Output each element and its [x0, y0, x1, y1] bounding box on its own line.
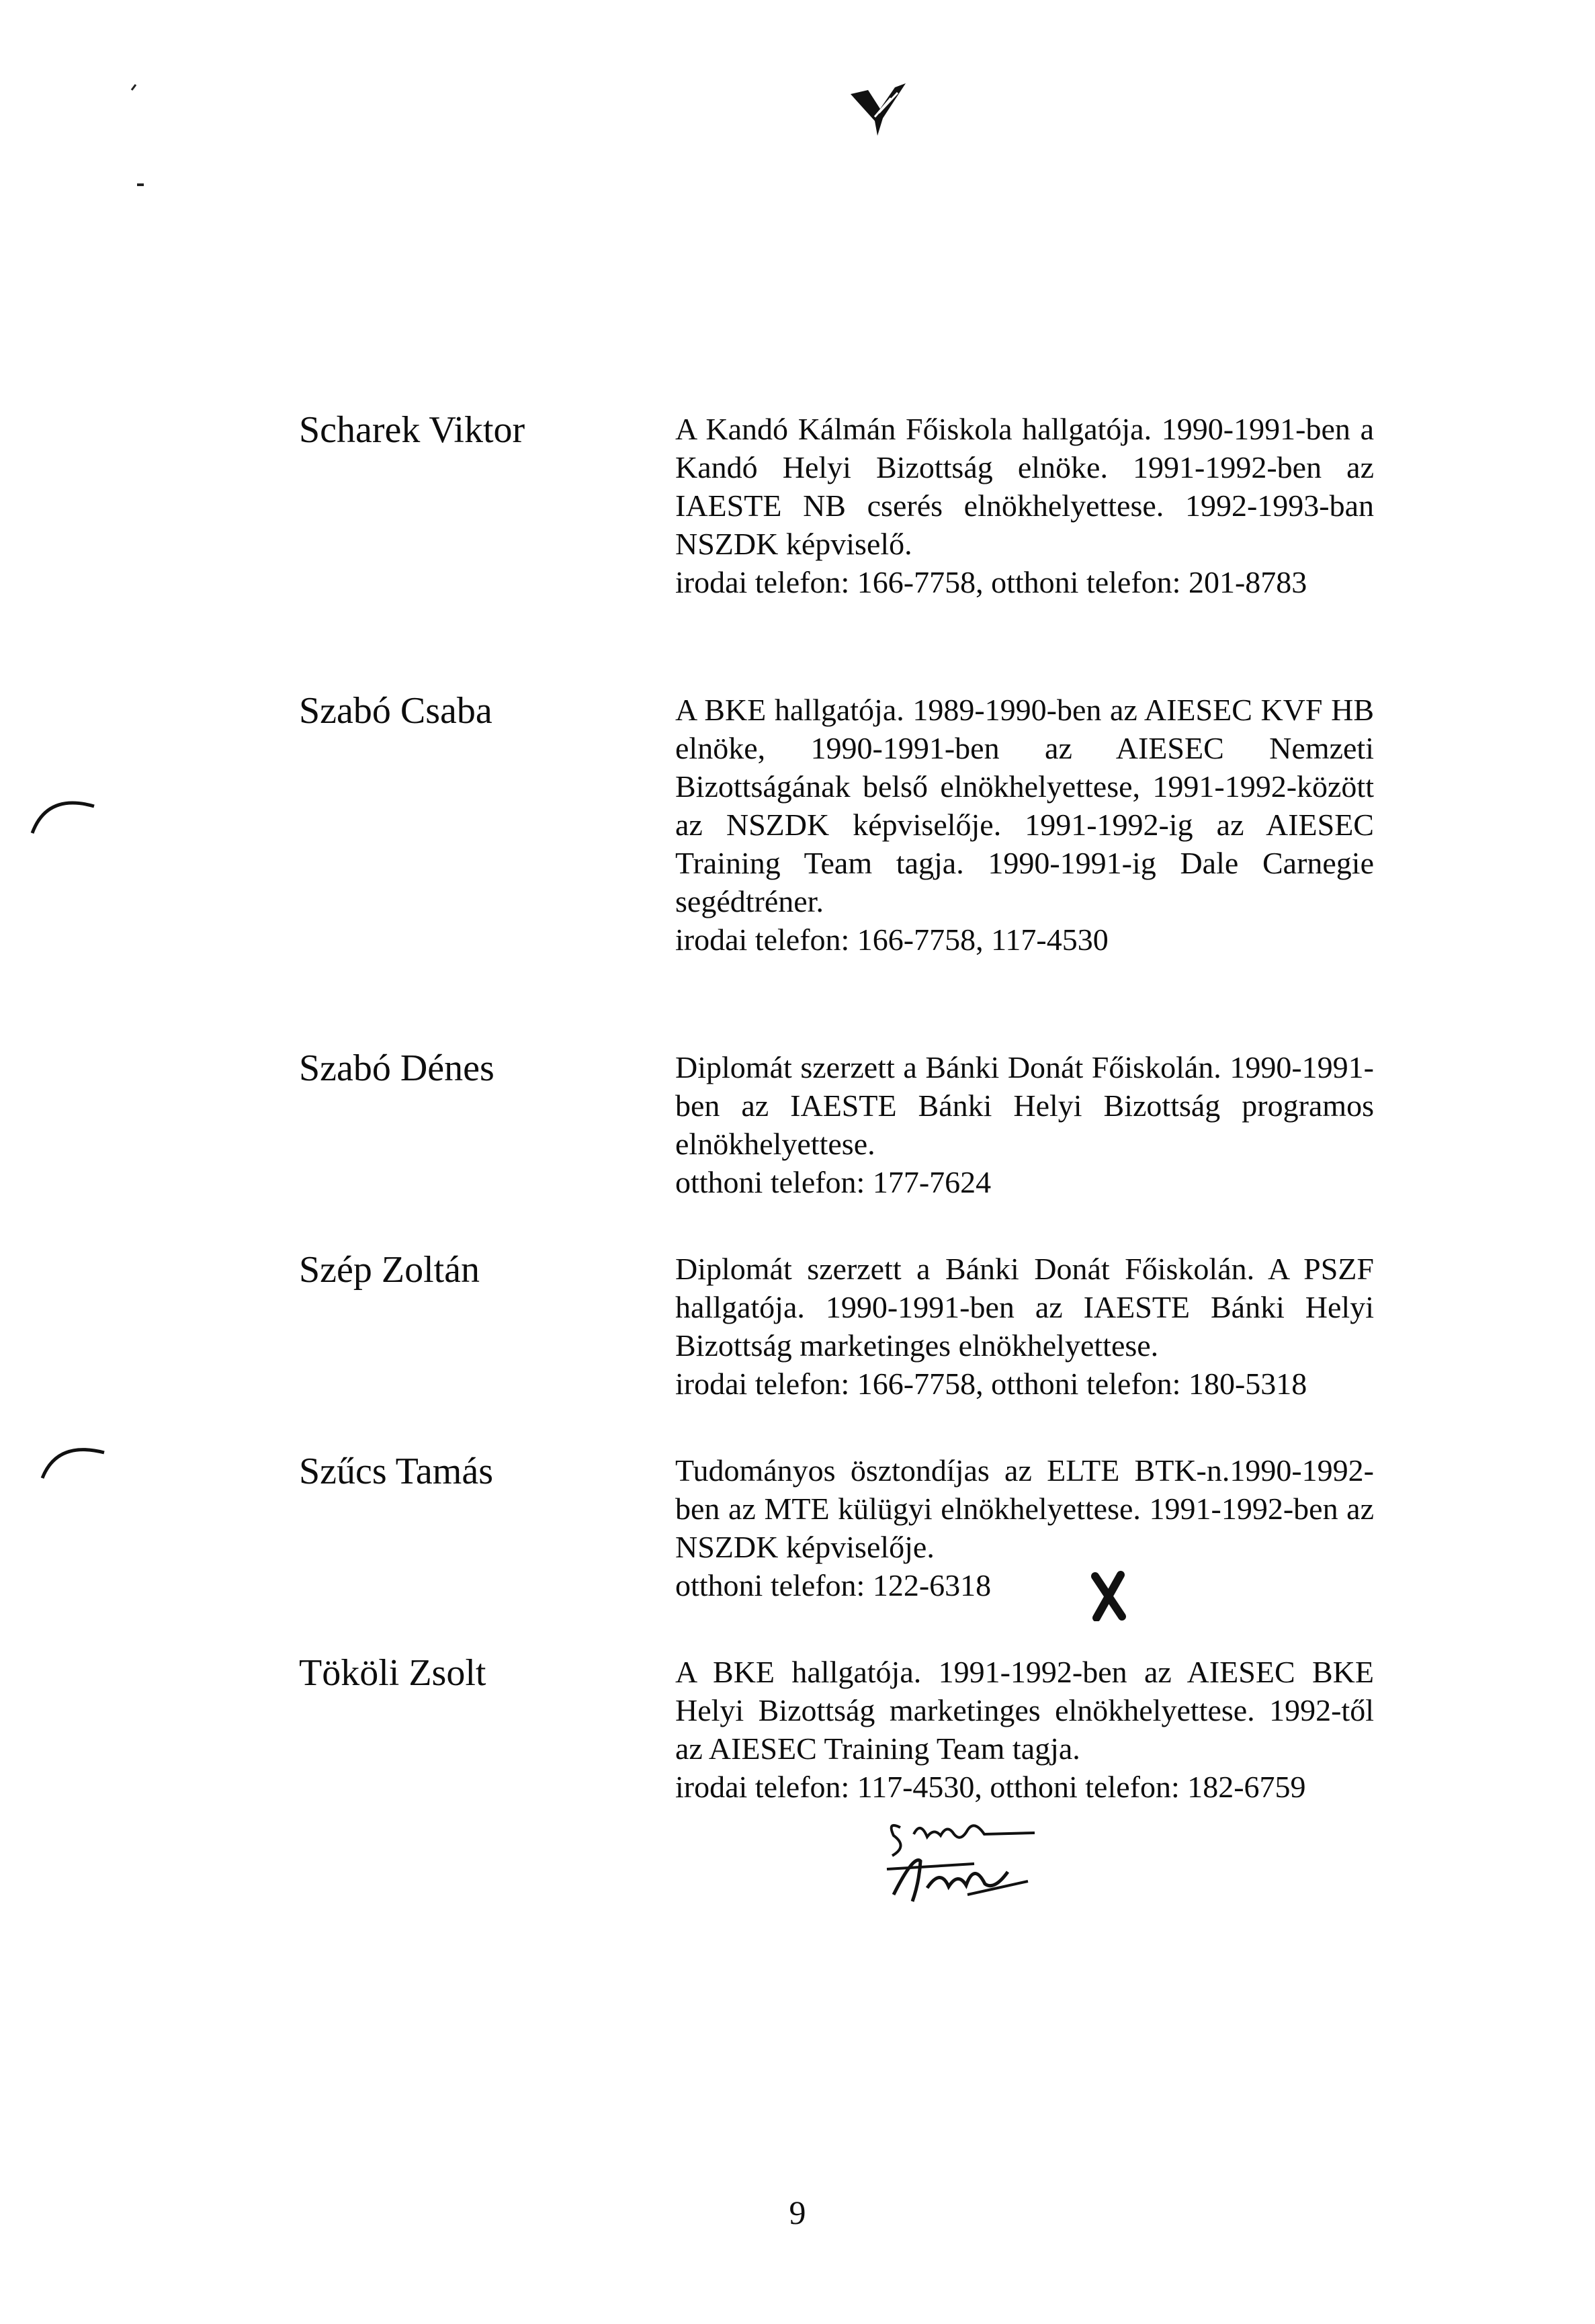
entry-phone: irodai telefon: 166-7758, 117-4530 [675, 922, 1109, 957]
entry-description: A Kandó Kálmán Főiskola hallgatója. 1990-1991-ben a Kandó Helyi Bizottság elnöke. 1991-1992-ben az IAESTE NB cserés elnökhelyettese. 1992-1993-ban NSZDK képviselő. [675, 412, 1374, 561]
entry-description: Tudományos ösztondíjas az ELTE BTK-n.1990-1992-ben az MTE külügyi elnökhelyettese. 1991-1992-ben az NSZDK képviselője. [675, 1453, 1374, 1564]
scan-speck-mark [128, 81, 141, 94]
handwritten-signature [867, 1807, 1055, 1908]
entry-description-block [675, 1250, 1374, 1403]
entry-phone: irodai telefon: 166-7758, otthoni telefon: 201-8783 [675, 565, 1307, 599]
entry-name: Szabó Csaba [299, 690, 492, 732]
entry-name: Szép Zoltán [299, 1249, 480, 1291]
entry-description: A BKE hallgatója. 1991-1992-ben az AIESEC BKE Helyi Bizottság marketinges elnökhelyettese. 1992-től az AIESEC Training Team tagja. [675, 1655, 1374, 1766]
entry-description-block [675, 1048, 1374, 1201]
entry-name: Tököli Zsolt [299, 1652, 486, 1694]
entry-description: Diplomát szerzett a Bánki Donát Főiskolán. A PSZF hallgatója. 1990-1991-ben az IAESTE Bánki Helyi Bizottság marketinges elnökhelyettese. [675, 1252, 1374, 1363]
scan-dash-mark [134, 181, 148, 188]
entry-phone: otthoni telefon: 177-7624 [675, 1165, 992, 1199]
entry-phone: irodai telefon: 117-4530, otthoni telefon: 182-6759 [675, 1770, 1306, 1804]
scan-arc-mark [37, 1431, 111, 1485]
entry-description-block [675, 691, 1374, 959]
entry-name: Szabó Dénes [299, 1047, 494, 1089]
entry-phone: otthoni telefon: 122-6318 [675, 1568, 992, 1602]
x-mark-icon [1088, 1571, 1129, 1621]
page-number: 9 [789, 2194, 806, 2231]
entry-description-block [675, 1653, 1374, 1806]
entry-phone: irodai telefon: 166-7758, otthoni telefon: 180-5318 [675, 1367, 1307, 1401]
entry-description: A BKE hallgatója. 1989-1990-ben az AIESEC KVF HB elnöke, 1990-1991-ben az AIESEC Nemzeti Bizottságának belső elnökhelyettese, 1991-1992-között az NSZDK képviselője. 1991-1992-ig az AIESEC Training Team tagja. 1990-1991-ig Dale Carnegie segédtréner. [675, 693, 1374, 918]
entry-name: Szűcs Tamás [299, 1451, 493, 1492]
checkmark-stamp-icon [848, 79, 908, 140]
scan-arc-mark [27, 779, 101, 840]
entry-name: Scharek Viktor [299, 409, 525, 451]
entry-description-block [675, 410, 1374, 601]
entry-description-block [675, 1451, 1374, 1604]
entry-description: Diplomát szerzett a Bánki Donát Főiskolán. 1990-1991-ben az IAESTE Bánki Helyi Bizottság programos elnökhelyettese. [675, 1050, 1374, 1161]
